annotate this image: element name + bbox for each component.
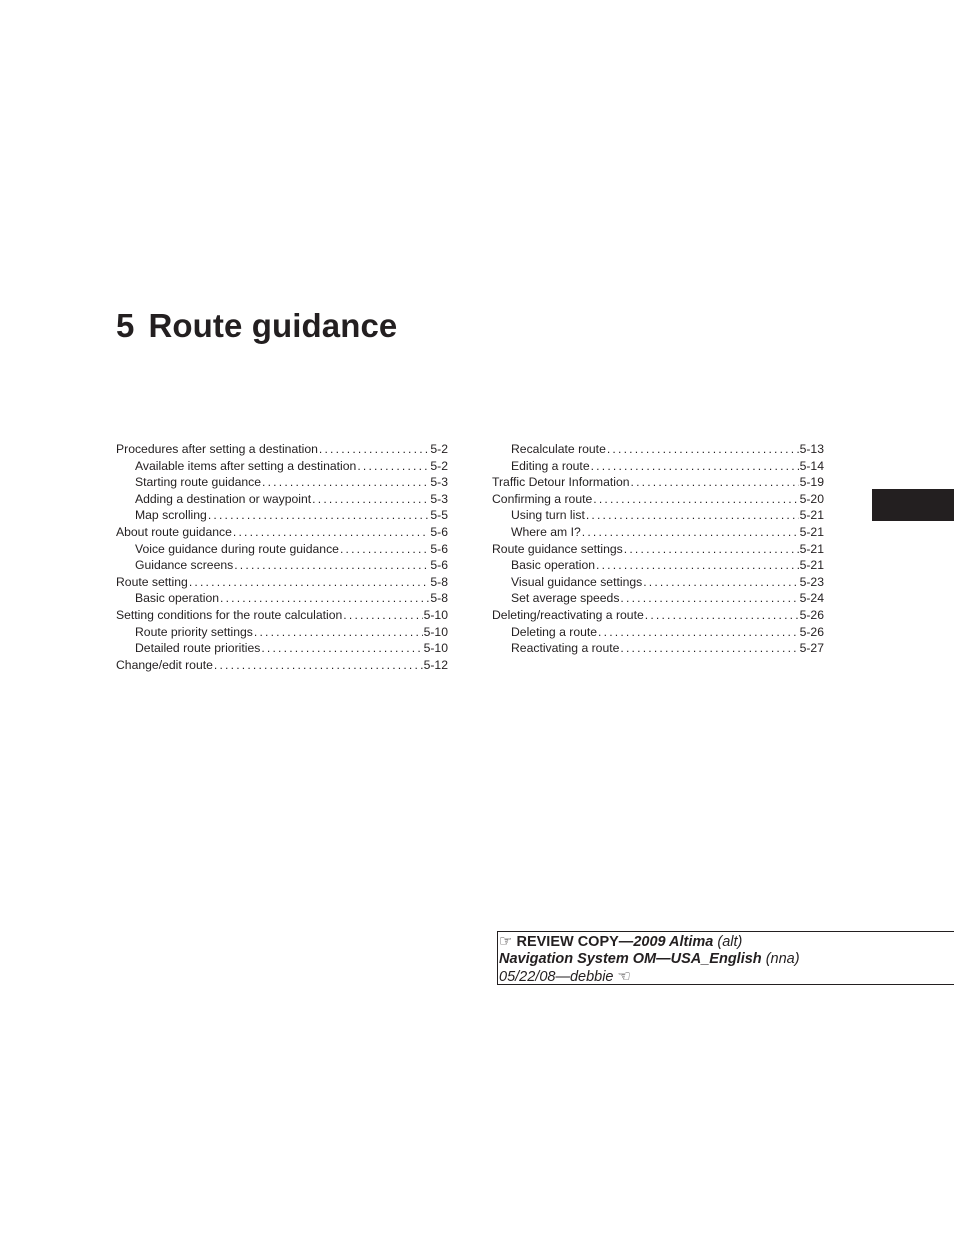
- toc-leader-dots: [620, 590, 798, 607]
- toc-entry-page: 5-19: [799, 475, 824, 490]
- toc-entry-page: 5-27: [799, 641, 824, 656]
- toc-entry-page: 5-6: [430, 541, 448, 556]
- chapter-number: 5: [116, 307, 135, 344]
- toc-leader-dots: [189, 574, 430, 591]
- toc-entry-page: 5-2: [430, 458, 448, 473]
- toc-entry[interactable]: [492, 491, 824, 508]
- toc-leader-dots: [319, 441, 429, 458]
- pointing-hand-left-icon: ☜: [617, 968, 631, 985]
- toc-entry[interactable]: [116, 541, 448, 558]
- toc-entry-label: Visual guidance settings: [511, 574, 643, 589]
- review-copy-box: [497, 931, 954, 985]
- toc-column-right: [492, 441, 824, 657]
- toc-entry-label: Where am I?: [511, 524, 581, 539]
- toc-entry[interactable]: [492, 607, 824, 624]
- toc-entry-label: Map scrolling: [135, 508, 207, 523]
- chapter-title: [116, 306, 397, 346]
- toc-leader-dots: [631, 474, 799, 491]
- toc-leader-dots: [254, 624, 423, 641]
- review-copy-label: REVIEW COPY—: [516, 934, 634, 950]
- toc-entry-page: 5-10: [423, 641, 448, 656]
- toc-entry[interactable]: [492, 640, 824, 657]
- toc-column-left: [116, 441, 448, 673]
- toc-entry-page: 5-6: [430, 558, 448, 573]
- toc-entry[interactable]: [116, 590, 448, 607]
- toc-entry-page: 5-8: [430, 574, 448, 589]
- toc-leader-dots: [645, 607, 799, 624]
- toc-leader-dots: [261, 640, 422, 657]
- toc-entry-label: Traffic Detour Information: [492, 475, 630, 490]
- chapter-thumb-tab: [872, 489, 954, 521]
- toc-entry-page: 5-26: [799, 607, 824, 622]
- toc-entry[interactable]: [116, 574, 448, 591]
- toc-entry-label: Route priority settings: [135, 624, 253, 639]
- toc-entry-label: Editing a route: [511, 458, 590, 473]
- toc-entry-page: 5-12: [423, 657, 448, 672]
- toc-entry-label: Using turn list: [511, 508, 585, 523]
- toc-entry-page: 5-3: [430, 475, 448, 490]
- toc-entry-page: 5-21: [799, 541, 824, 556]
- toc-entry-page: 5-13: [799, 442, 824, 456]
- pointing-hand-right-icon: ☞: [499, 933, 513, 950]
- toc-entry[interactable]: [116, 441, 448, 458]
- review-model-code: (alt): [717, 934, 743, 950]
- toc-entry[interactable]: [492, 541, 824, 558]
- toc-leader-dots: [233, 524, 430, 541]
- toc-leader-dots: [340, 541, 429, 558]
- toc-entry-label: Confirming a route: [492, 491, 593, 506]
- toc-entry-label: Route setting: [116, 574, 188, 589]
- toc-entry[interactable]: [116, 624, 448, 641]
- toc-entry[interactable]: [492, 524, 824, 541]
- toc-entry-page: 5-26: [799, 624, 824, 639]
- review-line-2: [499, 951, 954, 968]
- toc-entry-label: Route guidance settings: [492, 541, 623, 556]
- toc-entry-page: 5-21: [799, 524, 824, 539]
- toc-entry-page: 5-21: [799, 558, 824, 573]
- toc-leader-dots: [208, 507, 430, 524]
- toc-entry[interactable]: [492, 557, 824, 574]
- toc-entry-label: Guidance screens: [135, 558, 234, 573]
- toc-entry[interactable]: [116, 474, 448, 491]
- toc-entry-page: 5-10: [423, 624, 448, 639]
- toc-entry-label: Detailed route priorities: [135, 641, 261, 656]
- toc-entry[interactable]: [116, 640, 448, 657]
- toc-entry[interactable]: [116, 507, 448, 524]
- toc-leader-dots: [343, 607, 422, 624]
- toc-entry[interactable]: [492, 574, 824, 591]
- toc-leader-dots: [624, 541, 799, 558]
- toc-leader-dots: [357, 458, 429, 475]
- toc-leader-dots: [586, 507, 799, 524]
- toc-entry-page: 5-2: [430, 442, 448, 456]
- toc-leader-dots: [643, 574, 798, 591]
- toc-entry[interactable]: [492, 590, 824, 607]
- toc-entry-label: Deleting a route: [511, 624, 598, 639]
- review-line-1: [499, 933, 954, 951]
- toc-leader-dots: [596, 557, 799, 574]
- toc-entry-label: Deleting/reactivating a route: [492, 607, 644, 622]
- toc-entry-label: Reactivating a route: [511, 641, 620, 656]
- toc-entry-page: 5-21: [799, 508, 824, 523]
- toc-entry-label: Adding a destination or waypoint: [135, 491, 312, 506]
- toc-entry[interactable]: [492, 474, 824, 491]
- review-model: 2009 Altima: [633, 934, 714, 950]
- toc-leader-dots: [234, 557, 429, 574]
- toc-entry-page: 5-24: [799, 591, 824, 606]
- toc-entry-label: Setting conditions for the route calculation: [116, 607, 343, 622]
- toc-entry-label: Basic operation: [511, 558, 596, 573]
- toc-entry-label: Basic operation: [135, 591, 220, 606]
- toc-entry-label: Recalculate route: [511, 442, 606, 456]
- toc-entry-page: 5-8: [430, 591, 448, 606]
- toc-entry-label: Voice guidance during route guidance: [135, 541, 339, 556]
- review-date-author: 05/22/08—debbie: [499, 969, 614, 985]
- toc-leader-dots: [214, 657, 423, 674]
- toc-leader-dots: [620, 640, 798, 657]
- toc-entry[interactable]: [116, 557, 448, 574]
- toc-entry[interactable]: [116, 657, 448, 674]
- toc-entry-page: 5-3: [430, 491, 448, 506]
- chapter-name: Route guidance: [148, 307, 398, 344]
- toc-entry[interactable]: [116, 607, 448, 624]
- toc-entry[interactable]: [116, 491, 448, 508]
- toc-leader-dots: [220, 590, 429, 607]
- toc-entry[interactable]: [492, 441, 824, 458]
- toc-leader-dots: [262, 474, 429, 491]
- review-line-3: [499, 968, 954, 986]
- toc-entry-page: 5-5: [430, 508, 448, 523]
- toc-leader-dots: [312, 491, 429, 508]
- toc-leader-dots: [591, 458, 799, 475]
- toc-entry-page: 5-23: [799, 574, 824, 589]
- toc-entry-label: About route guidance: [116, 524, 232, 539]
- toc-entry[interactable]: [116, 458, 448, 475]
- toc-entry-label: Starting route guidance: [135, 475, 262, 490]
- toc-leader-dots: [582, 524, 799, 541]
- toc-entry-label: Change/edit route: [116, 657, 213, 672]
- toc-entry-page: 5-10: [423, 607, 448, 622]
- toc-entry-label: Available items after setting a destination: [135, 458, 357, 473]
- toc-leader-dots: [607, 441, 799, 458]
- toc-entry[interactable]: [492, 507, 824, 524]
- review-manual-code: (nna): [765, 951, 800, 967]
- toc-leader-dots: [598, 624, 799, 641]
- toc-entry-page: 5-20: [799, 491, 824, 506]
- toc-entry-label: Procedures after setting a destination: [116, 442, 318, 456]
- toc-entry[interactable]: [116, 524, 448, 541]
- toc-leader-dots: [593, 491, 798, 508]
- review-manual: Navigation System OM—USA_English: [499, 951, 762, 967]
- toc-entry[interactable]: [492, 458, 824, 475]
- toc-entry-page: 5-14: [799, 458, 824, 473]
- toc-entry[interactable]: [492, 624, 824, 641]
- toc-entry-page: 5-6: [430, 524, 448, 539]
- toc-entry-label: Set average speeds: [511, 591, 620, 606]
